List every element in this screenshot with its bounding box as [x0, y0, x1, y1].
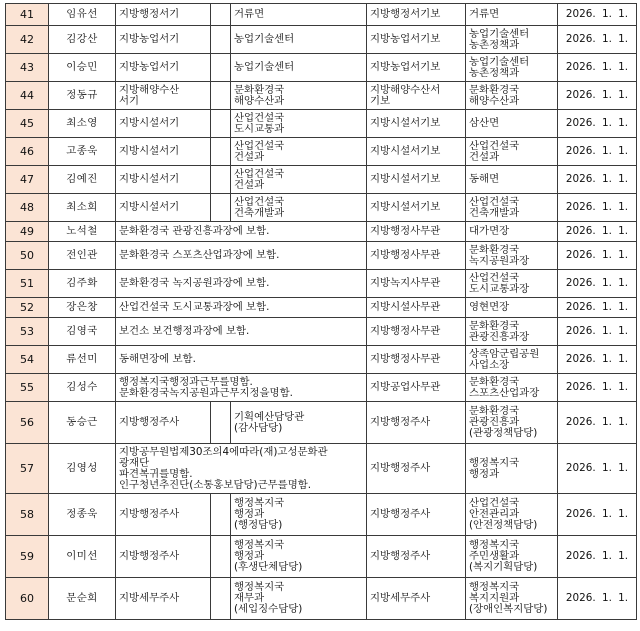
new-dept: 동해면 [466, 166, 558, 194]
person-name: 동승근 [49, 402, 116, 444]
new-dept: 문화환경국 녹지공원과장 [466, 242, 558, 270]
new-dept: 농업기술센터 농촌정책과 [466, 54, 558, 82]
table-row [6, 4, 637, 26]
row-number: 44 [6, 82, 49, 110]
effective-date: 2026. 1. 1. [558, 402, 637, 444]
row-number: 50 [6, 242, 49, 270]
current-dept: 산업건설국 건축개발과 [231, 194, 367, 222]
row-number: 59 [6, 536, 49, 578]
new-dept: 산업건설국 건설과 [466, 138, 558, 166]
table-row [6, 54, 637, 82]
person-name: 노석철 [49, 222, 116, 242]
spacer-cell [211, 194, 231, 222]
current-dept: 문화환경국 해양수산과 [231, 82, 367, 110]
table-row [6, 578, 637, 620]
row-number: 53 [6, 318, 49, 346]
new-title: 지방시설서기보 [367, 194, 466, 222]
current-title: 지방시설서기 [116, 194, 211, 222]
new-title: 지방행정서기보 [367, 4, 466, 26]
table-row [6, 270, 637, 298]
table-row [6, 138, 637, 166]
person-name: 문순희 [49, 578, 116, 620]
row-number: 46 [6, 138, 49, 166]
new-title: 지방녹지사무관 [367, 270, 466, 298]
new-title: 지방시설서기보 [367, 110, 466, 138]
effective-date: 2026. 1. 1. [558, 222, 637, 242]
assignment-note: 행정복지국행정과근무를명함. 문화환경국녹지공원과근무지정을명함. [116, 374, 367, 402]
current-dept: 농업기술센터 [231, 54, 367, 82]
new-title: 지방농업서기보 [367, 54, 466, 82]
new-title: 지방행정사무관 [367, 318, 466, 346]
row-number: 52 [6, 298, 49, 318]
new-title: 지방행정주사 [367, 444, 466, 494]
effective-date: 2026. 1. 1. [558, 26, 637, 54]
new-title: 지방시설사무관 [367, 298, 466, 318]
new-title: 지방행정주사 [367, 402, 466, 444]
current-title: 지방세무주사 [116, 578, 211, 620]
row-number: 56 [6, 402, 49, 444]
personnel-table [5, 3, 637, 620]
table-row [6, 222, 637, 242]
new-title: 지방행정사무관 [367, 242, 466, 270]
current-dept: 산업건설국 도시교통과 [231, 110, 367, 138]
new-title: 지방행정주사 [367, 494, 466, 536]
spacer-cell [211, 166, 231, 194]
effective-date: 2026. 1. 1. [558, 54, 637, 82]
person-name: 정종욱 [49, 494, 116, 536]
new-dept: 행정복지국 주민생활과 (복지기획담당) [466, 536, 558, 578]
table-row [6, 26, 637, 54]
table-row [6, 494, 637, 536]
current-dept: 행정복지국 행정과 (행정담당) [231, 494, 367, 536]
effective-date: 2026. 1. 1. [558, 318, 637, 346]
table-row [6, 298, 637, 318]
new-title: 지방시설서기보 [367, 138, 466, 166]
new-dept: 농업기술센터 농촌정책과 [466, 26, 558, 54]
effective-date: 2026. 1. 1. [558, 166, 637, 194]
effective-date: 2026. 1. 1. [558, 194, 637, 222]
row-number: 48 [6, 194, 49, 222]
table-row [6, 194, 637, 222]
row-number: 42 [6, 26, 49, 54]
spacer-cell [211, 110, 231, 138]
new-dept: 대가면장 [466, 222, 558, 242]
row-number: 60 [6, 578, 49, 620]
assignment-note: 문화환경국 녹지공원과장에 보함. [116, 270, 367, 298]
new-dept: 산업건설국 안전관리과 (안전정책담당) [466, 494, 558, 536]
row-number: 55 [6, 374, 49, 402]
assignment-note: 문화환경국 관광진흥과장에 보함. [116, 222, 367, 242]
spacer-cell [211, 494, 231, 536]
new-dept: 행정복지국 복지지원과 (장애인복지담당) [466, 578, 558, 620]
person-name: 이승민 [49, 54, 116, 82]
spacer-cell [211, 138, 231, 166]
person-name: 정동규 [49, 82, 116, 110]
effective-date: 2026. 1. 1. [558, 242, 637, 270]
person-name: 임유선 [49, 4, 116, 26]
table-row [6, 318, 637, 346]
table-row [6, 402, 637, 444]
new-title: 지방행정사무관 [367, 346, 466, 374]
row-number: 45 [6, 110, 49, 138]
table-row [6, 536, 637, 578]
new-title: 지방행정사무관 [367, 222, 466, 242]
effective-date: 2026. 1. 1. [558, 138, 637, 166]
assignment-note: 지방공무원법제30조의4에따라(재)고성문화관 광재단 파견복귀를명함. 인구청년추진단(소통홍보담당)근무를명함. [116, 444, 367, 494]
row-number: 49 [6, 222, 49, 242]
row-number: 57 [6, 444, 49, 494]
effective-date: 2026. 1. 1. [558, 578, 637, 620]
spacer-cell [211, 402, 231, 444]
person-name: 김주화 [49, 270, 116, 298]
row-number: 54 [6, 346, 49, 374]
new-dept: 문화환경국 관광진흥과장 [466, 318, 558, 346]
person-name: 김예진 [49, 166, 116, 194]
current-title: 지방시설서기 [116, 138, 211, 166]
new-dept: 산업건설국 도시교통과장 [466, 270, 558, 298]
spacer-cell [211, 54, 231, 82]
current-title: 지방농업서기 [116, 54, 211, 82]
new-dept: 거류면 [466, 4, 558, 26]
new-dept: 상족암군립공원 사업소장 [466, 346, 558, 374]
new-dept: 행정복지국 행정과 [466, 444, 558, 494]
person-name: 류선미 [49, 346, 116, 374]
assignment-note: 동해면장에 보함. [116, 346, 367, 374]
person-name: 이미선 [49, 536, 116, 578]
table-row [6, 346, 637, 374]
person-name: 최소희 [49, 194, 116, 222]
new-title: 지방시설서기보 [367, 166, 466, 194]
current-title: 지방행정주사 [116, 402, 211, 444]
new-title: 지방세무주사 [367, 578, 466, 620]
new-dept: 문화환경국 관광진흥과 (관광정책담당) [466, 402, 558, 444]
effective-date: 2026. 1. 1. [558, 110, 637, 138]
current-dept: 행정복지국 재무과 (세입징수담당) [231, 578, 367, 620]
assignment-note: 보건소 보건행정과장에 보함. [116, 318, 367, 346]
table-row [6, 374, 637, 402]
current-title: 지방행정서기 [116, 4, 211, 26]
new-title: 지방행정주사 [367, 536, 466, 578]
current-dept: 산업건설국 건설과 [231, 138, 367, 166]
current-title: 지방행정주사 [116, 494, 211, 536]
effective-date: 2026. 1. 1. [558, 494, 637, 536]
current-title: 지방해양수산 서기 [116, 82, 211, 110]
row-number: 51 [6, 270, 49, 298]
assignment-note: 문화환경국 스포츠산업과장에 보함. [116, 242, 367, 270]
current-title: 지방농업서기 [116, 26, 211, 54]
effective-date: 2026. 1. 1. [558, 346, 637, 374]
spacer-cell [211, 536, 231, 578]
spacer-cell [211, 26, 231, 54]
effective-date: 2026. 1. 1. [558, 374, 637, 402]
row-number: 58 [6, 494, 49, 536]
current-dept: 농업기술센터 [231, 26, 367, 54]
effective-date: 2026. 1. 1. [558, 270, 637, 298]
person-name: 김강산 [49, 26, 116, 54]
table-row [6, 82, 637, 110]
new-dept: 산업건설국 건축개발과 [466, 194, 558, 222]
current-dept: 거류면 [231, 4, 367, 26]
row-number: 41 [6, 4, 49, 26]
table-row [6, 110, 637, 138]
effective-date: 2026. 1. 1. [558, 444, 637, 494]
person-name: 김영국 [49, 318, 116, 346]
person-name: 고종욱 [49, 138, 116, 166]
new-title: 지방농업서기보 [367, 26, 466, 54]
person-name: 장은창 [49, 298, 116, 318]
effective-date: 2026. 1. 1. [558, 298, 637, 318]
person-name: 김영성 [49, 444, 116, 494]
row-number: 43 [6, 54, 49, 82]
effective-date: 2026. 1. 1. [558, 4, 637, 26]
row-number: 47 [6, 166, 49, 194]
new-dept: 영현면장 [466, 298, 558, 318]
new-title: 지방공업사무관 [367, 374, 466, 402]
new-title: 지방해양수산서 기보 [367, 82, 466, 110]
effective-date: 2026. 1. 1. [558, 536, 637, 578]
table-row [6, 166, 637, 194]
table-row [6, 242, 637, 270]
person-name: 김성수 [49, 374, 116, 402]
current-title: 지방시설서기 [116, 166, 211, 194]
person-name: 최소영 [49, 110, 116, 138]
person-name: 전인관 [49, 242, 116, 270]
new-dept: 삼산면 [466, 110, 558, 138]
current-dept: 산업건설국 건설과 [231, 166, 367, 194]
current-title: 지방시설서기 [116, 110, 211, 138]
new-dept: 문화환경국 해양수산과 [466, 82, 558, 110]
current-dept: 행정복지국 행정과 (후생단체담당) [231, 536, 367, 578]
table-row [6, 444, 637, 494]
assignment-note: 산업건설국 도시교통과장에 보함. [116, 298, 367, 318]
spacer-cell [211, 82, 231, 110]
spacer-cell [211, 4, 231, 26]
current-title: 지방행정주사 [116, 536, 211, 578]
new-dept: 문화환경국 스포츠산업과장 [466, 374, 558, 402]
current-dept: 기획예산담당관 (감사담당) [231, 402, 367, 444]
effective-date: 2026. 1. 1. [558, 82, 637, 110]
spacer-cell [211, 578, 231, 620]
